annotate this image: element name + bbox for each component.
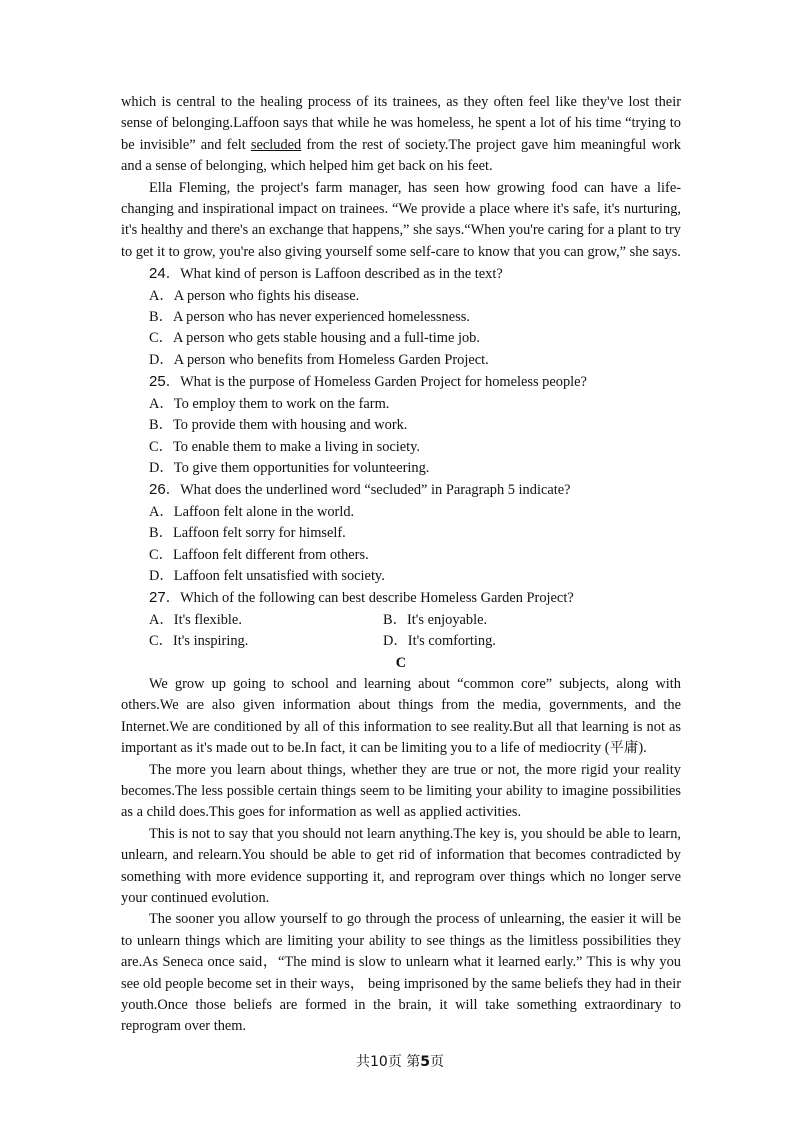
- options-row-27-cd: [149, 631, 681, 652]
- option-27-b[interactable]: B．It's enjoyable.: [383, 611, 488, 628]
- current-page: 5: [420, 1054, 431, 1070]
- question-26: 26．What does the underlined word “secluded” in Paragraph 5 indicate?: [149, 481, 571, 499]
- question-25: 25．What is the purpose of Homeless Garden Project for homeless people?: [149, 373, 587, 391]
- option-25-b[interactable]: B．To provide them with housing and work.: [149, 417, 408, 434]
- question-number: 27: [149, 589, 166, 607]
- total-pages: 10: [369, 1054, 388, 1070]
- page-content: [121, 92, 681, 1038]
- option-27-a[interactable]: A．It's flexible.: [149, 611, 242, 628]
- options-row-27-ab: [149, 610, 681, 631]
- question-27: 27．Which of the following can best describe Homeless Garden Project?: [149, 589, 574, 607]
- option-26-d[interactable]: D．Laffoon felt unsatisfied with society.: [149, 567, 385, 584]
- question-24: 24．What kind of person is Laffoon described as in the text?: [149, 265, 503, 283]
- question-text: What does the underlined word “secluded” in Paragraph 5 indicate?: [180, 482, 571, 499]
- option-24-d[interactable]: D．A person who benefits from Homeless Garden Project.: [149, 351, 489, 368]
- underlined-word-secluded: secluded: [250, 136, 302, 153]
- passage-c-paragraph-1: We grow up going to school and learning about “common core” subjects, along with others.We are also given information about things from the media, governments, and the Internet.We are conditioned by all of this information to see reality.But all that learning is not as important as it's made out to be.In fact, it can be limiting you to a life of mediocrity (平庸).: [121, 675, 681, 757]
- question-number: 24: [149, 265, 166, 283]
- passage-c-paragraph-4: The sooner you allow yourself to go through the process of unlearning, the easier it will be to unlearn things which are limiting your ability to see things as the limitless possibilities they are.As Seneca once said，“The mind is slow to unlearn what it learned early.” This is why you see old people become set in their ways， being imprisoned by the same beliefs they had in their youth.Once those beliefs are formed in the brain, it will take something extraordinary to reprogram over them.: [121, 911, 681, 1035]
- passage-c-paragraph-3: This is not to say that you should not learn anything.The key is, you should be able to learn, unlearn, and relearn.You should be able to get rid of information that becomes contradicted by something with more evidence supporting it, and reprogram over things which no longer serve your continued evolution.: [121, 825, 681, 907]
- option-24-b[interactable]: B．A person who has never experienced homelessness.: [149, 309, 470, 326]
- passage-c-paragraph-2: The more you learn about things, whether they are true or not, the more rigid your reality becomes.The less possible certain things seem to be limiting your ability to imagine possibilities as a child does.This goes for information as well as applied activities.: [121, 761, 681, 821]
- question-text: What kind of person is Laffoon described as in the text?: [180, 266, 503, 283]
- question-text: What is the purpose of Homeless Garden Project for homeless people?: [180, 374, 587, 391]
- passage-b-paragraph-5: Ella Fleming, the project's farm manager, has seen how growing food can have a life-changing and inspirational impact on trainees. “We provide a place where it's safe, it's nurturing, it's healthy and there's an exchange that happens,” she says.“When you're caring for a plant to try to get it to grow, you're also giving yourself some self-care to know that you can grow,” she says.: [121, 179, 681, 260]
- passage-b-paragraph-4: which is central to the healing process of its trainees, as they often feel like they've lost their sense of belonging.Laffoon says that while he was homeless, he spent a lot of his time “trying to be invisible” and felt secluded from the rest of society.The project gave him meaningful work and a sense of belonging, which helped him get back on his feet.: [121, 94, 681, 175]
- section-heading-c: C: [395, 654, 407, 671]
- option-25-a[interactable]: A．To employ them to work on the farm.: [149, 395, 390, 412]
- question-text: Which of the following can best describe Homeless Garden Project?: [180, 590, 574, 607]
- option-24-a[interactable]: A．A person who fights his disease.: [149, 287, 360, 304]
- option-25-d[interactable]: D．To give them opportunities for volunteering.: [149, 459, 430, 476]
- question-number: 26: [149, 481, 166, 499]
- option-25-c[interactable]: C．To enable them to make a living in society.: [149, 438, 421, 455]
- question-number: 25: [149, 373, 166, 391]
- option-27-c[interactable]: C．It's inspiring.: [149, 633, 249, 650]
- option-26-c[interactable]: C．Laffoon felt different from others.: [149, 546, 369, 563]
- page-footer: 共10页 第5页: [355, 1054, 445, 1070]
- option-27-d[interactable]: D．It's comforting.: [383, 633, 496, 650]
- option-26-a[interactable]: A．Laffoon felt alone in the world.: [149, 503, 355, 520]
- option-26-b[interactable]: B．Laffoon felt sorry for himself.: [149, 525, 346, 542]
- option-24-c[interactable]: C．A person who gets stable housing and a full-time job.: [149, 330, 480, 347]
